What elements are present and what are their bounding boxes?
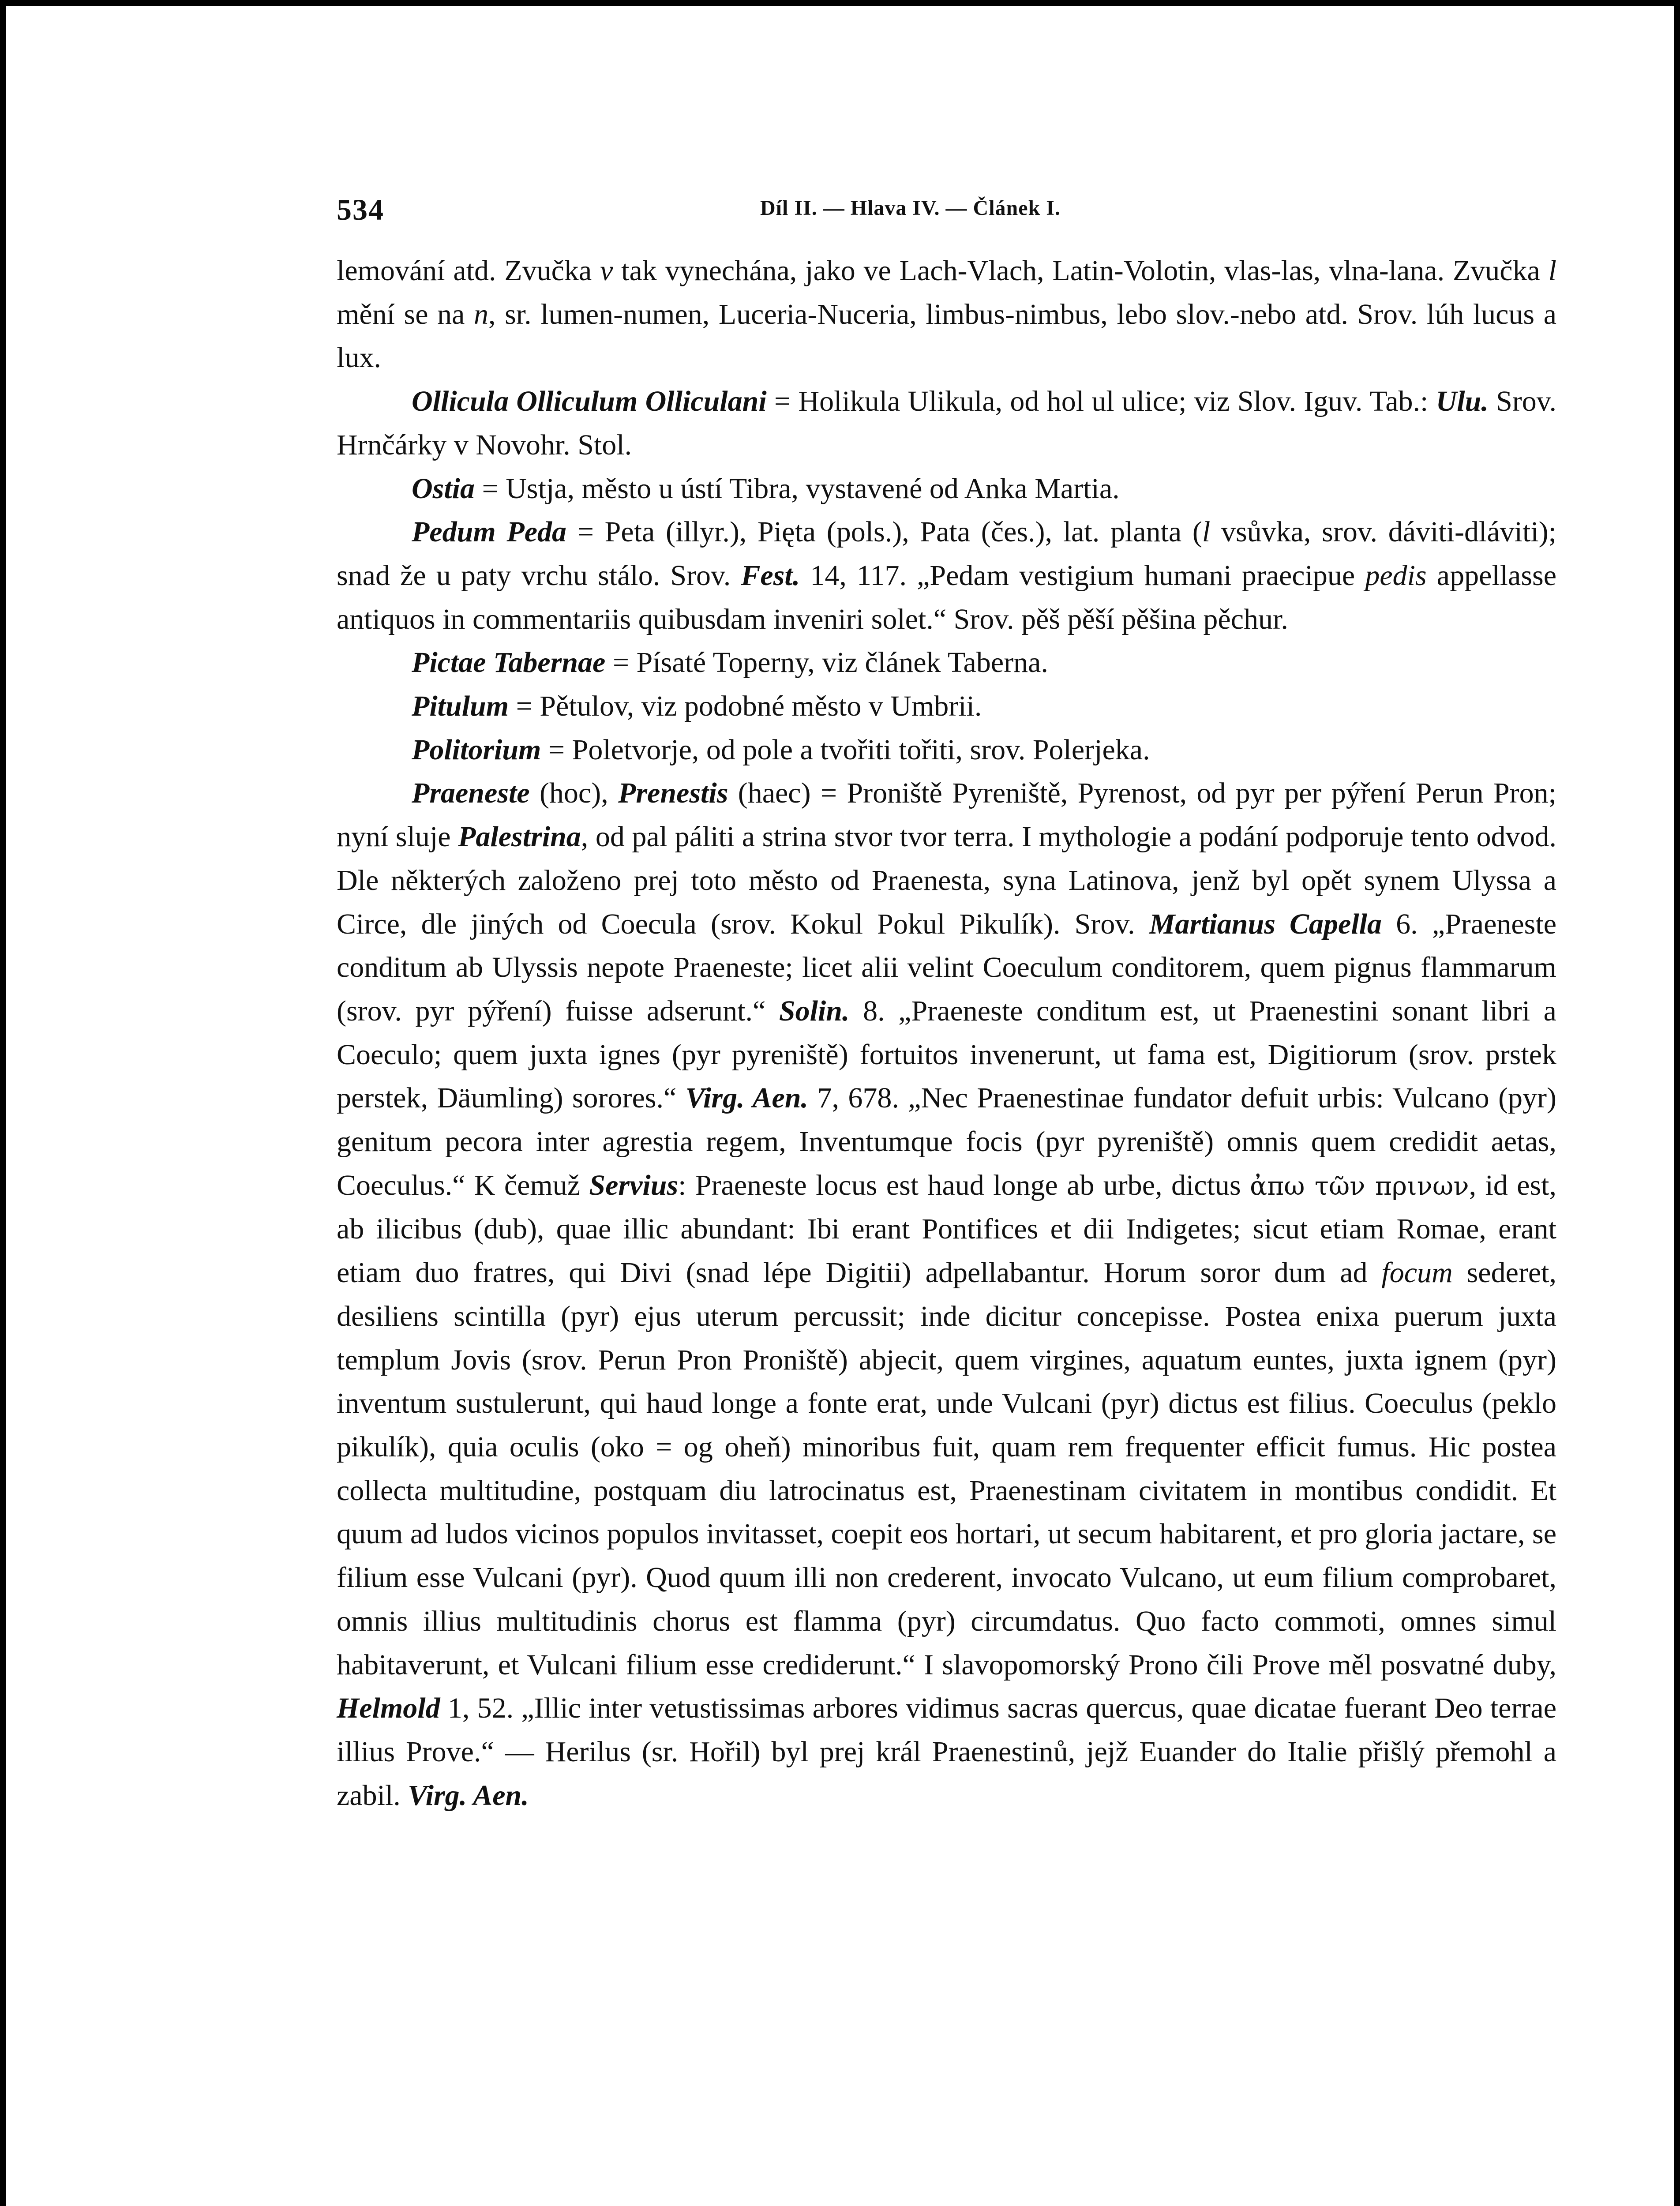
- greek-phrase: ἀπω τῶν πρινων: [1249, 1171, 1469, 1201]
- entry-pedum: [337, 510, 1556, 641]
- text: = Holikula Ulikula, od hol ul ulice; viz Slov. Iguv. Tab.:: [766, 385, 1436, 418]
- text: tak vynechána, jako ve Lach-Vlach, Latin-Volotin, vlas-las, vlna-lana. Zvučka: [613, 255, 1549, 287]
- reference: Virg. Aen.: [408, 1779, 529, 1812]
- reference: Solin.: [779, 994, 850, 1027]
- letter-v: v: [600, 255, 613, 287]
- text: 1, 52. „Illic inter vetustissimas arbores vidimus sacras quercus, quae dicatae fuerant Deo terrae illius Prove.“ — Herilus (sr. Hořil) byl prej král Praenestinů, jejž Euander do Italie přišlý přemohl a zabil.: [337, 1692, 1556, 1812]
- letter-l: l: [1548, 255, 1556, 287]
- entry-term: Praeneste: [412, 777, 530, 810]
- reference: Virg. Aen.: [685, 1082, 809, 1114]
- text: , od pal páliti a strina stvor tvor terra. I mythologie a podání podporuje tento odvod. Dle některých založeno prej toto město od Praenesta, syna Latinova, jenž byl opět synem Ulyssa a Circe, dle jiných od Coecula (srov. Kokul Pokul Pikulík). Srov.: [337, 821, 1556, 940]
- text: (hoc),: [529, 777, 619, 810]
- text: : Praeneste locus est haud longe ab urbe, dictus: [678, 1169, 1250, 1201]
- reference: Servius: [589, 1169, 679, 1201]
- entry-praeneste: [337, 772, 1556, 1817]
- entry-term: Pitulum: [412, 690, 509, 723]
- text: Srov. Hrnčárky v Novohr. Stol.: [337, 385, 1556, 461]
- text: = Písaté Toperny, viz článek Taberna.: [605, 646, 1048, 679]
- text: , sr. lumen-numen, Luceria-Nuceria, limbus-nimbus, lebo slov.-nebo atd. Srov. lúh lucus a lux.: [337, 298, 1556, 374]
- running-head: Díl II. — Hlava IV. — Článek I.: [760, 196, 1061, 220]
- entry-term: Ostia: [412, 472, 475, 505]
- page-number: 534: [337, 193, 384, 226]
- page-header: [337, 192, 1563, 228]
- text: vsůvka, srov. dáviti-dláviti); snad že u paty vrchu stálo. Srov.: [337, 516, 1556, 592]
- letter-n: n: [474, 298, 488, 330]
- paragraph-continuation: [337, 249, 1556, 380]
- entry-pictae-tabernae: [337, 641, 1556, 685]
- text: = Peta (illyr.), Pięta (pols.), Pata (čes.), lat. planta (: [566, 516, 1202, 548]
- entry-term: Politorium: [412, 733, 541, 766]
- text: 6. „Praeneste conditum ab Ulyssis nepote Praeneste; licet alii velint Coeculum conditorem, quem pignus flammarum (srov. pyr pýření) fuisse adserunt.“: [337, 908, 1556, 1027]
- text: , id est, ab ilicibus (dub), quae illic abundant: Ibi erant Pontifices et dii Indigetes; sicut etiam Romae, erant etiam duo fratres, qui Divi (snad lépe Digitii) adpellabantur. Horum soror dum ad: [337, 1169, 1556, 1289]
- text: 8. „Praeneste conditum est, ut Praenestini sonant libri a Coeculo; quem juxta ignes (pyr pyreniště) fortuitos invenerunt, ut fama est, Digitiorum (srov. prstek perstek, Däumling) sorores.“: [337, 994, 1556, 1114]
- body-text: [337, 249, 1556, 1817]
- text: lemování atd. Zvučka: [337, 255, 600, 287]
- entry-term: Palestrina: [458, 821, 581, 853]
- entry-term: Prenestis: [618, 777, 728, 810]
- entry-politorium: [337, 728, 1556, 772]
- emphasis: focum: [1381, 1257, 1453, 1289]
- text: = Pětulov, viz podobné město v Umbrii.: [509, 690, 982, 723]
- reference: Ulu.: [1436, 385, 1489, 418]
- entry-term: Pedum Peda: [412, 516, 566, 548]
- text: = Ustja, město u ústí Tibra, vystavené od Anka Martia.: [475, 472, 1120, 505]
- reference: Martianus Capella: [1149, 908, 1382, 940]
- entry-term: Pictae Tabernae: [412, 646, 606, 679]
- entry-ostia: [337, 467, 1556, 511]
- text: 7, 678. „Nec Praenestinae fundator defuit urbis: Vulcano (pyr) genitum pecora inter agrestia regem, Inventumque focis (pyr pyreniště) omnis quem credidit aetas, Coeculus.“ K čemuž: [337, 1082, 1557, 1201]
- entry-ollicula: [337, 380, 1556, 467]
- text: mění se na: [337, 298, 474, 330]
- text: 14, 117. „Pedam vestigium humani praecipue: [800, 559, 1365, 592]
- text: = Poletvorje, od pole a tvořiti tořiti, srov. Polerjeka.: [541, 733, 1150, 766]
- text: appellasse antiquos in commentariis quibusdam inveniri solet.“ Srov. pěš pěší pěšina pěchur.: [337, 559, 1556, 635]
- entry-pitulum: [337, 685, 1556, 728]
- text: sederet, desiliens scintilla (pyr) ejus uterum percussit; inde dicitur concepisse. Postea enixa puerum juxta templum Jovis (srov. Perun Pron Proniště) abjecit, quem virgines, aquatum euntes, juxta ignem (pyr) inventum sustulerunt, qui haud longe a fonte erat, unde Vulcani (pyr) dictus est filius. Coeculus (peklo pikulík), quia oculis (oko = og oheň) minoribus fuit, quam rem frequenter efficit fumus. Hic postea collecta multitudine, postquam diu latrocinatus est, Praenestinam civitatem in montibus condidit. Et quum ad ludos vicinos populos invitasset, coepit eos hortari, ut secum habitarent, et pro gloria jactare, se filium esse Vulcani (pyr). Quod quum illi non crederent, invocato Vulcano, ut eum filium comprobaret, omnis illius multitudinis chorus est flamma (pyr) circumdatus. Quo facto commoti, omnes simul habitaverunt, et Vulcani filium esse crediderunt.“ I slavopomorský Prono čili Prove měl posvatné duby,: [337, 1257, 1556, 1681]
- emphasis: pedis: [1365, 559, 1427, 592]
- text: (haec) = Proniště Pyreniště, Pyrenost, od pyr per pýření Perun Pron; nyní sluje: [337, 777, 1556, 853]
- letter-l: l: [1202, 516, 1211, 548]
- reference: Fest.: [741, 559, 800, 592]
- entry-term: Ollicula Olliculum Olliculani: [412, 385, 767, 418]
- page: [6, 6, 1674, 2206]
- reference: Helmold: [337, 1692, 440, 1725]
